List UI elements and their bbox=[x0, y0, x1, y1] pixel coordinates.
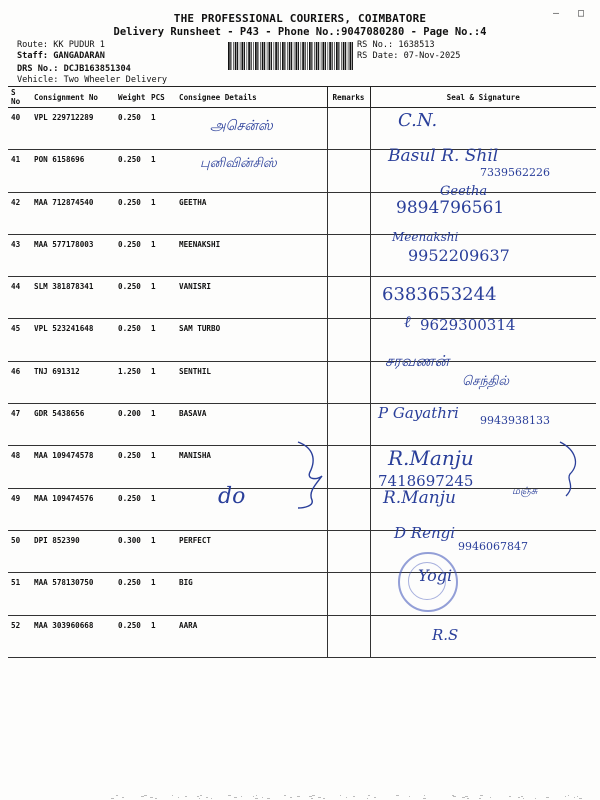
table-header-row bbox=[8, 87, 596, 108]
table-row bbox=[8, 615, 596, 657]
cell-consignment: MAA 303960668 bbox=[31, 615, 115, 657]
drs-number: DRS No.: DCJB163851304 bbox=[17, 64, 131, 74]
rs-details bbox=[357, 40, 460, 62]
cell-consignee: AARA bbox=[176, 615, 327, 657]
cell-consignee: SAM TURBO bbox=[176, 319, 327, 361]
cell-sno: 50 bbox=[8, 530, 31, 572]
handwritten-phone-44: 6383653244 bbox=[382, 284, 497, 305]
handwritten-signature-51: Yogi bbox=[418, 566, 453, 585]
handwritten-signature-40: C.N. bbox=[398, 110, 438, 131]
col-header-sno: S No bbox=[8, 87, 31, 108]
cell-pcs: 1 bbox=[148, 615, 176, 657]
handwritten-signature-43: Meenakshi bbox=[392, 230, 459, 244]
handwritten-signature-50: D Rengi bbox=[394, 524, 456, 542]
handwritten-signature-48: R.Manju bbox=[388, 446, 474, 470]
cell-consignee: BASAVA bbox=[176, 404, 327, 446]
cell-weight: 0.250 bbox=[115, 277, 148, 319]
cell-consignment: MAA 577178003 bbox=[31, 234, 115, 276]
cell-consignment: VPL 229712289 bbox=[31, 108, 115, 150]
cell-consignee: VANISRI bbox=[176, 277, 327, 319]
cell-remarks bbox=[327, 108, 370, 150]
cell-sno: 48 bbox=[8, 446, 31, 488]
cell-pcs: 1 bbox=[148, 488, 176, 530]
handwritten-signature-49b: மஞ்சு bbox=[512, 486, 538, 497]
col-header-signature: Seal & Signature bbox=[370, 87, 596, 108]
handwritten-phone-48: 7418697245 bbox=[378, 472, 474, 490]
cell-sno: 45 bbox=[8, 319, 31, 361]
handwritten-signature-46a: சரவணன் bbox=[385, 352, 450, 370]
cell-consignee: MEENAKSHI bbox=[176, 234, 327, 276]
handwritten-signature-41: Basul R. Shil bbox=[388, 146, 499, 166]
company-title: THE PROFESSIONAL COURIERS, COIMBATORE bbox=[173, 12, 427, 25]
runsheet-subtitle: Delivery Runsheet - P43 - Phone No.:9047080280 - Page No.:4 bbox=[113, 26, 487, 38]
cell-weight: 0.250 bbox=[115, 234, 148, 276]
cell-consignee: BIG bbox=[176, 573, 327, 615]
col-header-consignment: Consignment No bbox=[31, 87, 115, 108]
cell-consignment: VPL 523241648 bbox=[31, 319, 115, 361]
cell-remarks bbox=[327, 530, 370, 572]
cell-pcs: 1 bbox=[148, 446, 176, 488]
cell-consignment: MAA 109474576 bbox=[31, 488, 115, 530]
cell-consignment: MAA 109474578 bbox=[31, 446, 115, 488]
cell-sno: 41 bbox=[8, 150, 31, 192]
corner-mark-left: — bbox=[553, 8, 560, 19]
col-header-remarks: Remarks bbox=[327, 87, 370, 108]
cell-weight: 1.250 bbox=[115, 361, 148, 403]
cell-weight: 0.250 bbox=[115, 192, 148, 234]
cell-consignment: TNJ 691312 bbox=[31, 361, 115, 403]
cell-weight: 0.250 bbox=[115, 319, 148, 361]
cell-pcs: 1 bbox=[148, 277, 176, 319]
cell-weight: 0.250 bbox=[115, 150, 148, 192]
handwritten-consignee-49: do bbox=[218, 484, 246, 509]
cell-consignee: SENTHIL bbox=[176, 361, 327, 403]
rs-date: RS Date: 07-Nov-2025 bbox=[357, 51, 461, 61]
handwritten-phone-42: 9894796561 bbox=[396, 198, 505, 218]
cell-pcs: 1 bbox=[148, 361, 176, 403]
cell-sno: 42 bbox=[8, 192, 31, 234]
handwritten-signature-47: P Gayathri bbox=[378, 404, 459, 422]
cell-remarks bbox=[327, 319, 370, 361]
handwritten-phone-50: 9946067847 bbox=[458, 540, 528, 553]
handwritten-signature-42: Geetha bbox=[440, 184, 488, 199]
cell-remarks bbox=[327, 488, 370, 530]
cell-pcs: 1 bbox=[148, 108, 176, 150]
vehicle-text: Vehicle: Two Wheeler Delivery bbox=[17, 74, 168, 85]
cell-sno: 52 bbox=[8, 615, 31, 657]
cell-pcs: 1 bbox=[148, 192, 176, 234]
cell-signature bbox=[370, 615, 596, 657]
handwritten-signature-52: R.S bbox=[432, 626, 459, 644]
col-header-consignee: Consignee Details bbox=[176, 87, 327, 108]
cell-consignment: PON 6158696 bbox=[31, 150, 115, 192]
handwritten-consignee-41: புனிவின்சிஸ் bbox=[200, 156, 277, 171]
cell-remarks bbox=[327, 277, 370, 319]
cell-pcs: 1 bbox=[148, 530, 176, 572]
barcode bbox=[228, 42, 354, 70]
cell-weight: 0.250 bbox=[115, 108, 148, 150]
handwritten-phone-41: 7339562226 bbox=[480, 166, 550, 179]
handwritten-phone-47: 9943938133 bbox=[480, 414, 550, 427]
staff-text: Staff: GANGADARAN bbox=[17, 50, 105, 61]
cell-pcs: 1 bbox=[148, 234, 176, 276]
cell-remarks bbox=[327, 404, 370, 446]
cell-weight: 0.250 bbox=[115, 488, 148, 530]
cell-remarks bbox=[327, 615, 370, 657]
cell-sno: 44 bbox=[8, 277, 31, 319]
cell-weight: 0.300 bbox=[115, 530, 148, 572]
cell-sno: 47 bbox=[8, 404, 31, 446]
cell-pcs: 1 bbox=[148, 150, 176, 192]
cell-remarks bbox=[327, 150, 370, 192]
col-header-weight: Weight bbox=[115, 87, 148, 108]
table-row bbox=[8, 192, 596, 234]
handwritten-signature-46b: செந்தில் bbox=[462, 374, 510, 389]
cell-remarks bbox=[327, 573, 370, 615]
cell-sno: 46 bbox=[8, 361, 31, 403]
cell-pcs: 1 bbox=[148, 573, 176, 615]
col-header-pcs: PCS bbox=[148, 87, 176, 108]
cell-consignment: MAA 712874540 bbox=[31, 192, 115, 234]
cell-pcs: 1 bbox=[148, 404, 176, 446]
cell-remarks bbox=[327, 361, 370, 403]
cell-weight: 0.250 bbox=[115, 615, 148, 657]
cell-consignment: DPI 852390 bbox=[31, 530, 115, 572]
handwritten-phone-45: 9629300314 bbox=[420, 316, 516, 334]
cell-consignee: PERFECT bbox=[176, 530, 327, 572]
route-text: Route: KK PUDUR 1 bbox=[17, 40, 105, 50]
cell-weight: 0.250 bbox=[115, 573, 148, 615]
cell-weight: 0.200 bbox=[115, 404, 148, 446]
cell-weight: 0.250 bbox=[115, 446, 148, 488]
cell-consignment: MAA 578130750 bbox=[31, 573, 115, 615]
rs-number: RS No.: 1638513 bbox=[357, 40, 435, 50]
cell-consignment: SLM 381878341 bbox=[31, 277, 115, 319]
table-row bbox=[8, 277, 596, 319]
scan-noise bbox=[0, 792, 600, 800]
runsheet-details bbox=[17, 40, 167, 85]
cell-remarks bbox=[327, 446, 370, 488]
handwritten-phone-43: 9952209637 bbox=[408, 246, 510, 265]
cell-consignment: GDR 5438656 bbox=[31, 404, 115, 446]
corner-mark-right: □ bbox=[578, 8, 585, 19]
cell-consignee: GEETHA bbox=[176, 192, 327, 234]
handwritten-mark-45: ℓ bbox=[404, 312, 411, 331]
cell-sno: 51 bbox=[8, 573, 31, 615]
cell-consignee: MANISHA bbox=[176, 446, 327, 488]
table-row bbox=[8, 573, 596, 615]
handwritten-signature-49: R.Manju bbox=[383, 488, 456, 508]
handwritten-consignee-40: அசென்ஸ் bbox=[210, 118, 273, 134]
cell-sno: 40 bbox=[8, 108, 31, 150]
cell-sno: 43 bbox=[8, 234, 31, 276]
cell-remarks bbox=[327, 234, 370, 276]
cell-pcs: 1 bbox=[148, 319, 176, 361]
table-row bbox=[8, 108, 596, 150]
handwritten-brace bbox=[292, 440, 332, 510]
handwritten-mark bbox=[556, 440, 586, 500]
cell-sno: 49 bbox=[8, 488, 31, 530]
cell-remarks bbox=[327, 192, 370, 234]
